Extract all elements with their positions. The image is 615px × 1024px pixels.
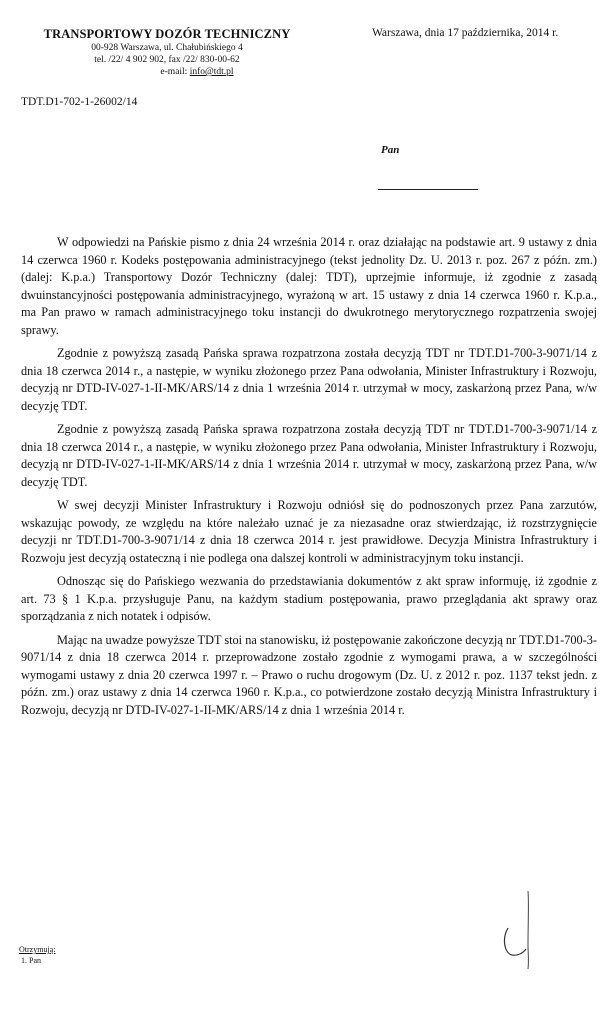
recipient-blank-line <box>378 189 478 190</box>
email-address: info@tdt.pl <box>189 67 234 77</box>
organization-email <box>22 66 312 78</box>
email-label: e-mail: <box>160 67 190 77</box>
body-paragraph: Mając na uwadze powyższe TDT stoi na stanowisku, iż postępowanie zakończone decyzją nr TDT.D1-700-3-9071/14 z dnia 18 czerwca 2014 r. przeprowadzone zostało zgodnie z wymogami prawa, a w szczególności wymogami ustawy z dnia 20 czerwca 1997 r. – Prawo o ruchu drogowym (Dz. U. z 2012 r. poz. 1137 tekst jedn. z późn. zm.) oraz ustawy z dnia 14 czerwca 1960 r. K.p.a., co potwierdzone zostało decyzją Ministra Infrastruktury i Rozwoju, decyzją nr DTD-IV-027-1-II-MK/ARS/14 z dnia 1 września 2014 r. <box>21 632 597 717</box>
letter-date: Warszawa, dnia 17 października, 2014 r. <box>372 27 559 39</box>
organization-name: TRANSPORTOWY DOZÓR TECHNICZNY <box>43 27 291 41</box>
recipient-name: Pan <box>381 144 400 156</box>
body-paragraph: Zgodnie z powyższą zasadą Pańska sprawa rozpatrzona została decyzją TDT nr TDT.D1-700-3-9071/14 z dnia 18 czerwca 2014 r., a następie, w wyniku złożonego przez Pana odwołania, Minister Infrastruktury i Rozwoju, decyzją nr DTD-IV-027-1-II-MK/ARS/14 z dnia 1 września 2014 r. utrzymał w mocy, zaskarżoną przez Pana, w/w decyzję TDT. <box>21 346 597 413</box>
body-paragraph: W swej decyzji Minister Infrastruktury i Rozwoju odniósł się do podnoszonych przez Pana zarzutów, wskazując powody, ze względu na które należało uznać je za niezasadne oraz stwierdzając, iż rozstrzygnięcie decyzji nr TDT.D1-700-3-9071/14 z dnia 18 czerwca 2014 r. jest prawidłowe. Decyzja Ministra Infrastruktury i Rozwoju jest decyzją ostateczną i nie podlega ona dalszej kontroli w administracyjnym toku instancji. <box>21 498 597 565</box>
handwritten-signature <box>498 883 558 973</box>
receivers-list <box>19 944 55 966</box>
body-paragraph: W odpowiedzi na Pańskie pismo z dnia 24 września 2014 r. oraz działając na podstawie art. 9 ustawy z dnia 14 czerwca 1960 r. Kodeks postępowania administracyjnego (tekst jednolity Dz. U. 2013 r. poz. 267 z późn. zm.) (dalej: K.p.a.) Transportowy Dozór Techniczny (dalej: TDT), uprzejmie informuje, iż zgodnie z zasadą dwuinstancyjności postępowania administracyjnego, wyrażoną w art. 15 ustawy z dnia 14 czerwca 1960 r. K.p.a., ma Pan prawo w ramach administracyjnego toku instancji do dwukrotnego merytorycznego rozpatrzenia swojej sprawy. <box>21 235 597 337</box>
body-paragraph: Odnosząc się do Pańskiego wezwania do przedstawiania dokumentów z akt spraw informuję, iż zgodnie z art. 73 § 1 K.p.a. przysługuje Panu, na każdym stadium postępowania, prawo przeglądania akt sprawy oraz sporządzania z nich notatek i odpisów. <box>21 574 597 623</box>
receivers-title: Otrzymują: <box>19 945 56 954</box>
letterhead <box>22 27 312 78</box>
receiver-item: 1. Pan <box>21 956 41 965</box>
reference-number: TDT.D1-702-1-26002/14 <box>21 96 138 108</box>
organization-phone-fax: tel. /22/ 4 902 902, fax /22/ 830-00-62 <box>94 55 240 65</box>
organization-address: 00-928 Warszawa, ul. Chałubińskiego 4 <box>91 43 243 53</box>
body-paragraph: Zgodnie z powyższą zasadą Pańska sprawa rozpatrzona została decyzją TDT nr TDT.D1-700-3-9071/14 z dnia 18 czerwca 2014 r., a następie, w wyniku złożonego przez Pana odwołania, Minister Infrastruktury i Rozwoju, decyzją nr DTD-IV-027-1-II-MK/ARS/14 z dnia 1 września 2014 r. utrzymał w mocy, zaskarżoną przez Pana, w/w decyzję TDT. <box>21 422 597 489</box>
letter-body <box>21 234 597 725</box>
